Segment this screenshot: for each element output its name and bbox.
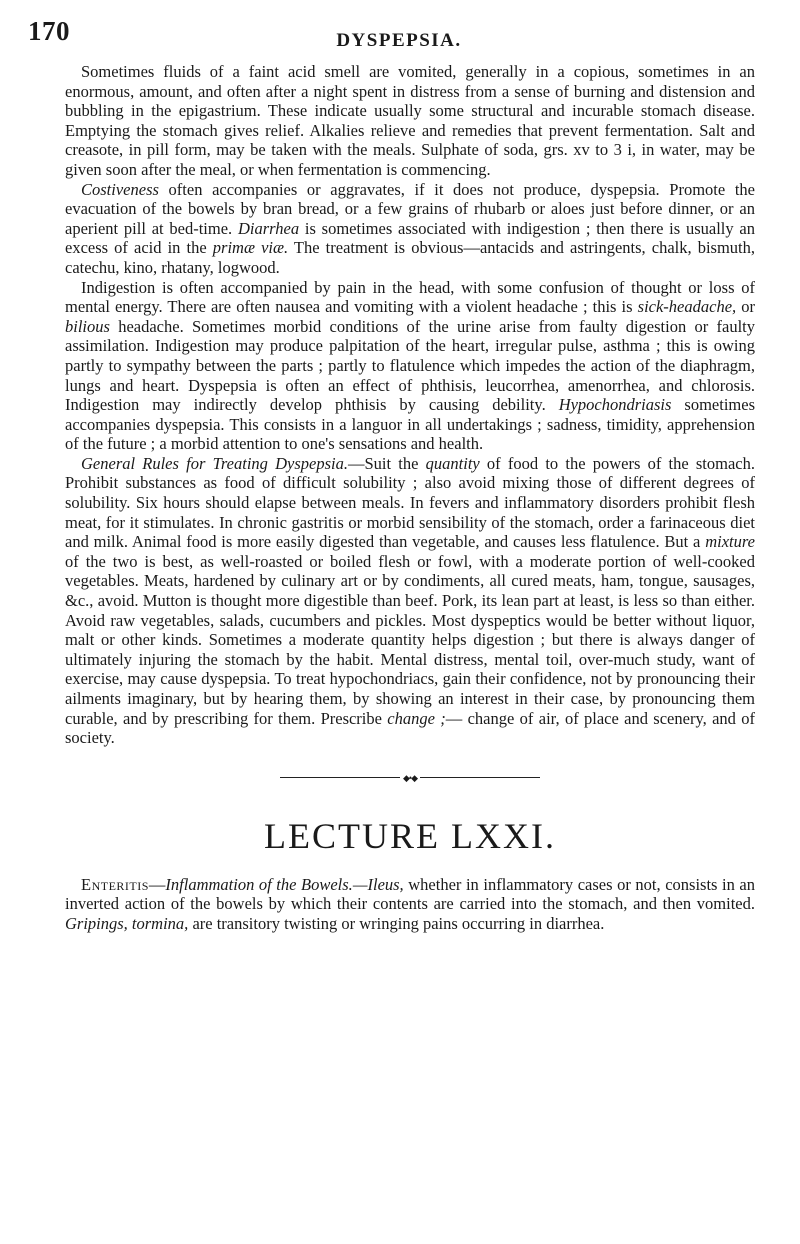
- paragraph-costiveness: Costiveness often accompanies or aggravates, if it does not produce, dyspepsia. Promote the evacuation of the bowels by bran bread, or a few grains of rhubarb or aloes just before dinner, or an aperient pill at bed-time. Diarrhea is sometimes associated with indigestion ; then there is usually an excess of acid in the primæ viæ. The treatment is obvious—antacids and astringents, chalk, bismuth, catechu, kino, rhatany, logwood.: [65, 179, 756, 277]
- term-costiveness: Costiveness: [81, 179, 159, 199]
- term-hypochondriasis: Hypochondriasis: [558, 395, 672, 415]
- term-change: change ;: [387, 708, 446, 728]
- term-enteritis: Enteritis: [81, 874, 149, 894]
- term-bilious: bilious: [65, 316, 110, 336]
- running-title: DYSPEPSIA.: [336, 30, 462, 51]
- term-sick-headache: sick-headache,: [637, 297, 737, 317]
- section-heading-general-rules: General Rules for Treating Dyspepsia.: [81, 453, 348, 473]
- lecture-subtitle: Inflammation of the Bowels.: [165, 874, 353, 894]
- page-number: 170: [28, 16, 70, 46]
- term-mixture: mixture: [705, 532, 755, 552]
- lecture-heading: LECTURE LXXI.: [264, 815, 556, 856]
- term-diarrhea: Diarrhea: [237, 218, 300, 238]
- divider-rule-left: [280, 777, 400, 778]
- divider-rule-right: [420, 777, 540, 778]
- paragraph-sour-vomiting: Sometimes fluids of a faint acid smell are vomited, generally in a copious, sometimes in an enormous, amount, and often after a night spent in distress from a sense of burning and distension and bubbling in the epigastrium. These indicate usually some structural and incurable stomach disease. Emptying the stomach gives relief. Alkalies relieve and remedies that prevent fermentation. Salt and creasote, in pill form, may be taken with the meals. Sulphate of soda, grs. xv to 3 i, in water, may be given soon after the meal, or when fermentation is commencing.: [65, 62, 755, 179]
- term-ileus: —Ileus,: [352, 874, 404, 894]
- paragraph-enteritis: Enteritis—Inflammation of the Bowels.—Ileus, whether in inflammatory cases or not, consists in an inverted action of the bowels by which their contents are carried into the stomach, and then vomited. Gripings, tormina, are transitory twisting or wringing pains occurring in diarrhea.: [65, 874, 755, 933]
- body-text: [65, 62, 755, 934]
- term-quantity: quantity: [425, 453, 480, 473]
- term-primae-viae: primæ viæ.: [212, 238, 289, 258]
- diamond-ornament-icon: ◆•◆: [403, 772, 417, 783]
- section-divider: [65, 772, 755, 783]
- page-header: [28, 12, 770, 60]
- term-gripings: Gripings, tormina,: [65, 913, 189, 933]
- paragraph-general-rules: General Rules for Treating Dyspepsia.—Suit the quantity of food to the powers of the stomach. Prohibit substances as food of difficult solubility ; also avoid mixing those of different degrees of solubility. Six hours should elapse between meals. In fevers and inflammatory disorders prohibit flesh meat, for it stimulates. In chronic gastritis or morbid sensibility of the stomach, order a farinaceous diet and milk. Animal food is more easily digested than vegetable, and causes less flatulence. But a mixture of the two is best, as well-roasted or boiled flesh or fowl, with a moderate portion of well-cooked vegetables. Meats, hardened by culinary art or by condiments, all cured meats, ham, tongue, sausages, &c., avoid. Mutton is thought more digestible than beef. Pork, its lean part at least, is less so than either. Avoid raw vegetables, salads, cucumbers and pickles. Most dyspeptics would be better without liquor, malt or other kinds. Sometimes a moderate quantity helps digestion ; but there is always danger of ultimately injuring the stomach by the habit. Mental distress, mental toil, over-much study, want of exercise, may cause dyspepsia. To treat hypochondriacs, gain their confidence, not by pronouncing their ailments imaginary, but by hearing them, by showing an interest in their case, by pronouncing them curable, and by prescribing for them. Prescribe change ;— change of air, of place and scenery, and of society.: [65, 453, 756, 748]
- paragraph-indigestion-complications: Indigestion is often accompanied by pain in the head, with some confusion of thought or loss of mental energy. There are often nausea and vomiting with a violent headache ; this is sick-headache, or bilious headache. Sometimes morbid conditions of the urine arise from faulty digestion or faulty assimilation. Indigestion may produce palpitation of the heart, irregular pulse, asthma ; this is owing partly to sympathy between the parts ; partly to flatulence which impedes the action of the diaphragm, lungs and heart. Dyspepsia is often an effect of phthisis, leucorrhea, amenorrhea, and chlorosis. Indigestion may indirectly develop phthisis by causing debility. Hypochondriasis sometimes accompanies dyspepsia. This consists in a languor in all undertakings ; sadness, timidity, apprehension of the future ; a morbid attention to one's sensations and health.: [65, 277, 755, 454]
